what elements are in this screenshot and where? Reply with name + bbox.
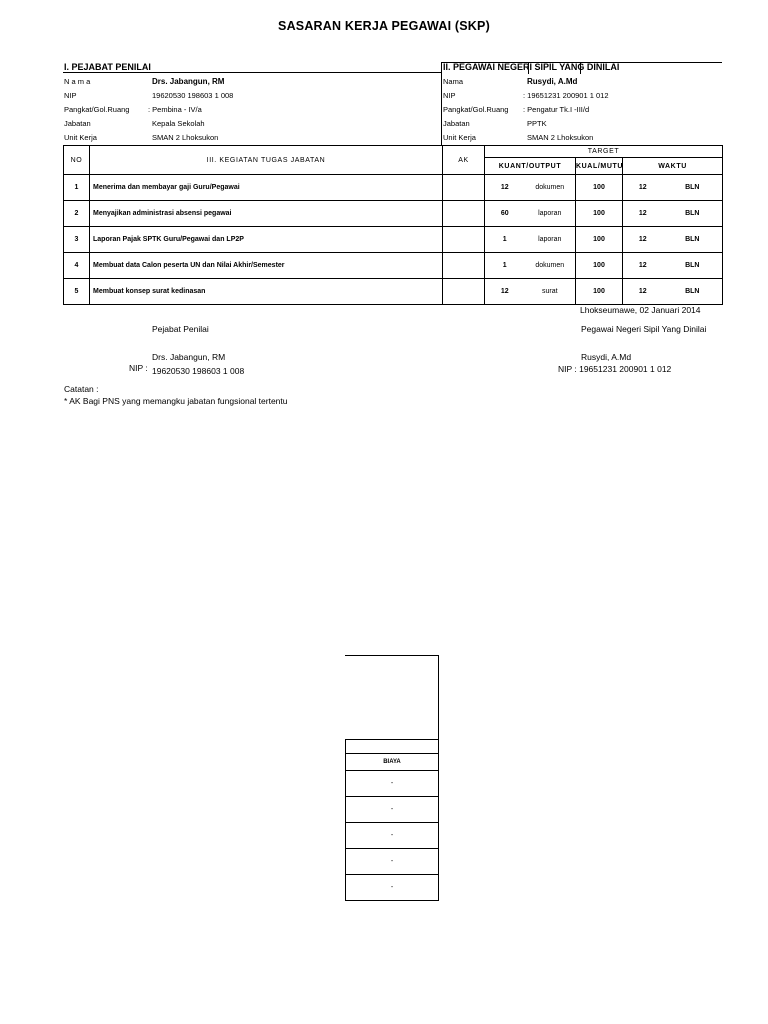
cost-table-top-area xyxy=(345,655,439,739)
section-1-label-rank: Pangkat/Gol.Ruang xyxy=(64,105,130,114)
table-row xyxy=(64,175,723,201)
row-qty: 12 xyxy=(485,175,525,201)
row-ak xyxy=(443,201,485,227)
row-activity: Membuat data Calon peserta UN dan Nilai Akhir/Semester xyxy=(90,253,443,279)
cost-value: - xyxy=(346,797,439,823)
row-qty: 12 xyxy=(485,279,525,305)
row-qty: 1 xyxy=(485,227,525,253)
left-signer-nip-label: NIP : xyxy=(129,363,148,373)
cost-value: - xyxy=(346,849,439,875)
header-no: NO xyxy=(64,146,90,175)
section-2-value-rank: : Pengatur Tk.I -III/d xyxy=(523,105,590,114)
table-row xyxy=(64,253,723,279)
section-1-value-nip: 19620530 198603 1 008 xyxy=(152,91,234,100)
section-1-label-nip: NIP xyxy=(64,91,77,100)
row-activity: Menyajikan administrasi absensi pegawai xyxy=(90,201,443,227)
right-signer-role: Pegawai Negeri Sipil Yang Dinilai xyxy=(581,324,707,334)
row-no: 4 xyxy=(64,253,90,279)
cost-value: - xyxy=(346,771,439,797)
row-unit: dokumen xyxy=(525,175,576,201)
row-ak xyxy=(443,227,485,253)
activity-table xyxy=(63,145,723,305)
header-target: TARGET xyxy=(485,146,723,158)
row-activity: Menerima dan membayar gaji Guru/Pegawai xyxy=(90,175,443,201)
row-time: 12 xyxy=(623,279,663,305)
header-quality: KUAL/MUTU xyxy=(576,158,623,175)
section-1-value-name: Drs. Jabangun, RM xyxy=(152,77,225,86)
header-time: WAKTU xyxy=(623,158,723,175)
row-no: 1 xyxy=(64,175,90,201)
row-time: 12 xyxy=(623,175,663,201)
row-qty: 60 xyxy=(485,201,525,227)
row-unit: dokumen xyxy=(525,253,576,279)
table-row xyxy=(64,227,723,253)
section-2-label-name: Nama xyxy=(443,77,464,86)
row-quality: 100 xyxy=(576,201,623,227)
row-time-unit: BLN xyxy=(663,227,723,253)
section-2-label-rank: Pangkat/Gol.Ruang xyxy=(443,105,509,114)
row-unit: laporan xyxy=(525,201,576,227)
page-title: SASARAN KERJA PEGAWAI (SKP) xyxy=(278,19,490,33)
right-signer-nip: NIP : 19651231 200901 1 012 xyxy=(558,364,672,374)
row-time: 12 xyxy=(623,201,663,227)
cost-table-header: BIAYA xyxy=(346,754,439,771)
notes-text: * AK Bagi PNS yang memangku jabatan fungsional tertentu xyxy=(64,396,288,406)
left-signer-role: Pejabat Penilai xyxy=(152,324,209,334)
section-2-value-position: PPTK xyxy=(527,119,547,128)
cost-table xyxy=(345,655,439,901)
row-time-unit: BLN xyxy=(663,175,723,201)
row-ak xyxy=(443,253,485,279)
row-unit: laporan xyxy=(525,227,576,253)
row-time-unit: BLN xyxy=(663,253,723,279)
section-2-value-name: Rusydi, A.Md xyxy=(527,77,578,86)
header-output: KUANT/OUTPUT xyxy=(485,158,576,175)
section-2-label-unit: Unit Kerja xyxy=(443,133,476,142)
row-activity: Laporan Pajak SPTK Guru/Pegawai dan LP2P xyxy=(90,227,443,253)
cost-table-grid xyxy=(345,753,439,901)
section-1-value-unit: SMAN 2 Lhoksukon xyxy=(152,133,219,142)
header-left-underline xyxy=(63,72,441,73)
row-time: 12 xyxy=(623,227,663,253)
row-no: 2 xyxy=(64,201,90,227)
table-row xyxy=(64,201,723,227)
table-row xyxy=(64,279,723,305)
cost-value: - xyxy=(346,875,439,901)
row-qty: 1 xyxy=(485,253,525,279)
section-1-label-name: N a m a xyxy=(64,77,91,86)
section-1-value-rank: : Pembina - IV/a xyxy=(148,105,202,114)
row-quality: 100 xyxy=(576,279,623,305)
section-1-value-position: Kepala Sekolah xyxy=(152,119,205,128)
row-time: 12 xyxy=(623,253,663,279)
notes-title: Catatan : xyxy=(64,384,99,394)
section-2-value-nip: : 19651231 200901 1 012 xyxy=(523,91,609,100)
section-2-heading: II. PEGAWAI NEGERI SIPIL YANG DINILAI xyxy=(443,62,620,72)
header-ak: AK xyxy=(443,146,485,175)
row-ak xyxy=(443,175,485,201)
row-quality: 100 xyxy=(576,227,623,253)
section-1-heading: I. PEJABAT PENILAI xyxy=(64,62,151,72)
row-time-unit: BLN xyxy=(663,201,723,227)
place-date: Lhokseumawe, 02 Januari 2014 xyxy=(580,305,701,315)
right-signer-name: Rusydi, A.Md xyxy=(581,352,632,362)
section-1-label-unit: Unit Kerja xyxy=(64,133,97,142)
section-2-value-unit: SMAN 2 Lhoksukon xyxy=(527,133,594,142)
section-2-label-nip: NIP xyxy=(443,91,456,100)
row-no: 3 xyxy=(64,227,90,253)
header-divider xyxy=(441,62,442,146)
left-signer-name: Drs. Jabangun, RM xyxy=(152,352,226,362)
row-quality: 100 xyxy=(576,253,623,279)
left-signer-nip: 19620530 198603 1 008 xyxy=(152,366,245,376)
section-2-label-position: Jabatan xyxy=(443,119,470,128)
row-activity: Membuat konsep surat kedinasan xyxy=(90,279,443,305)
row-time-unit: BLN xyxy=(663,279,723,305)
cost-value: - xyxy=(346,823,439,849)
row-unit: surat xyxy=(525,279,576,305)
row-quality: 100 xyxy=(576,175,623,201)
row-no: 5 xyxy=(64,279,90,305)
header-activity: III. KEGIATAN TUGAS JABATAN xyxy=(90,146,443,175)
row-ak xyxy=(443,279,485,305)
section-1-label-position: Jabatan xyxy=(64,119,91,128)
cost-table-spacer xyxy=(345,739,439,753)
